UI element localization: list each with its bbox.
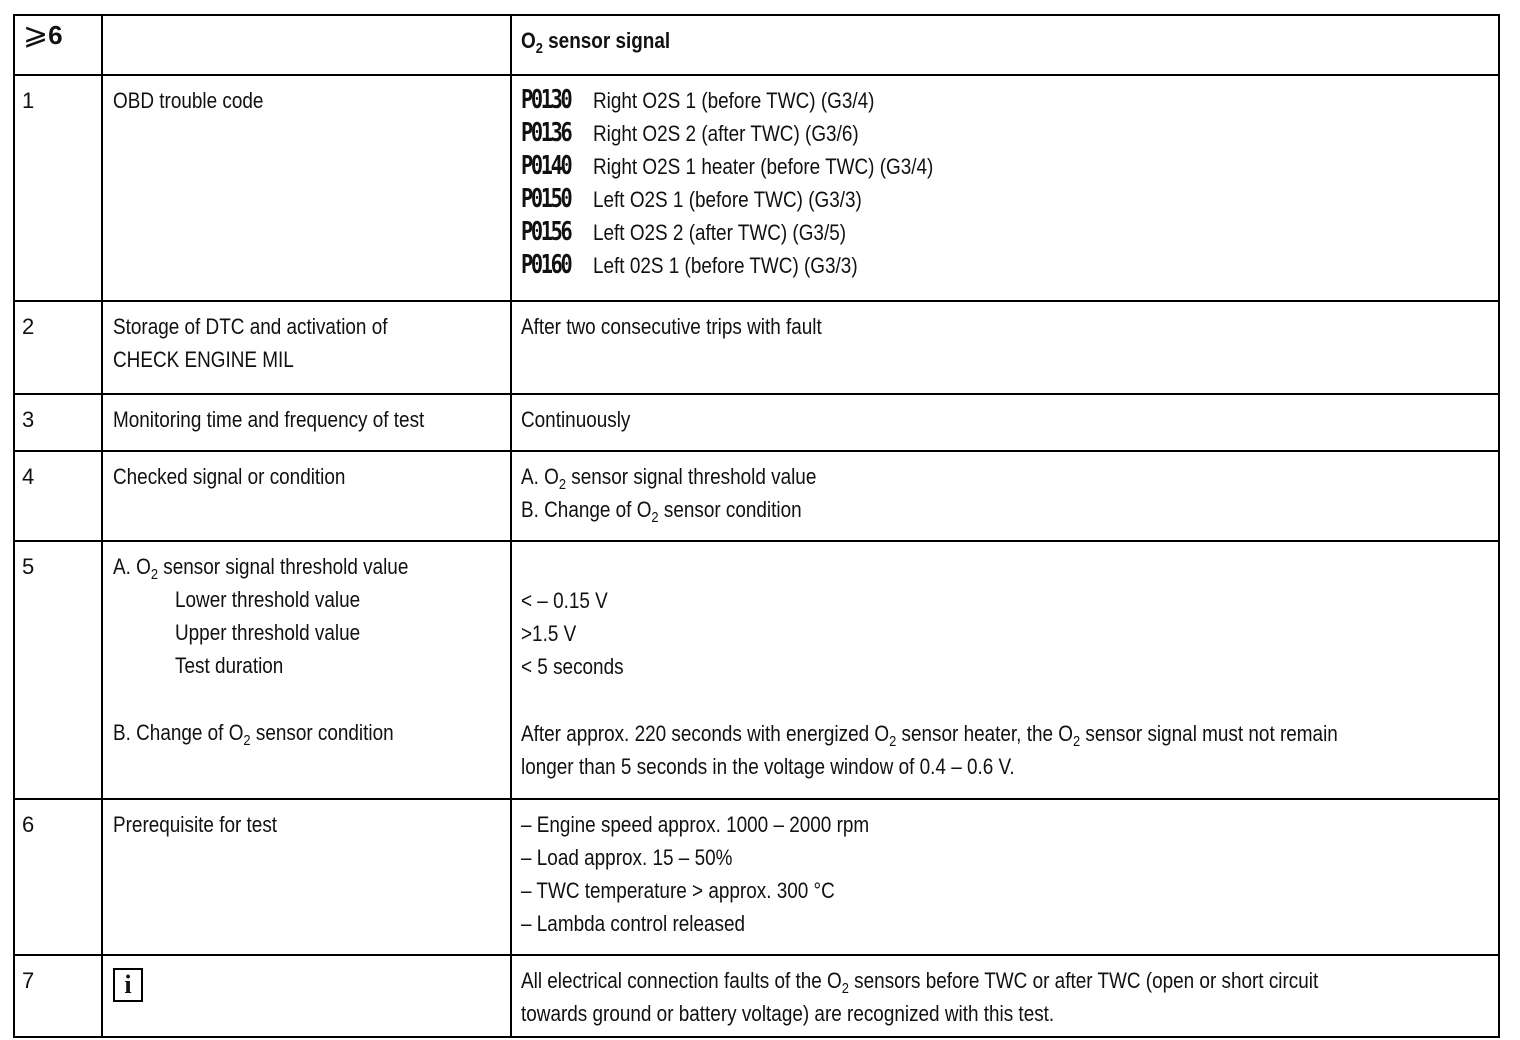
o2-sensor-spec-table [13, 14, 1500, 1038]
step-symbol: ⩾ [23, 18, 49, 51]
header-empty-cell [102, 15, 511, 75]
row-value: A. $O_2$ sensor signal threshold value B. Change of $O_2$ sensor condition [511, 451, 1499, 541]
page-title: $O_2$ sensor signal [521, 28, 671, 57]
list-item: – Load approx. 15 – 50% [521, 845, 733, 870]
row-value [511, 799, 1499, 955]
dtc-entry: P0150 Left O2S 1 (before TWC) (G3/3) [521, 184, 862, 214]
dtc-entry: P0136 Right O2S 2 (after TWC) (G3/6) [521, 118, 859, 148]
row-number: 5 [14, 541, 102, 799]
row-value: Continuously [511, 394, 1499, 451]
table-row [14, 541, 1499, 799]
table-row [14, 955, 1499, 1037]
row-number: 1 [14, 75, 102, 301]
header-row [14, 15, 1499, 75]
row-label: Checked signal or condition [102, 451, 511, 541]
row-number: 3 [14, 394, 102, 451]
step-number: 6 [48, 20, 63, 50]
row-value: < – 0.15 V >1.5 V < 5 seconds After approx. 220 seconds with energized $O_2$ sensor heater, the $O_2$ sensor signal must not remain longer than 5 seconds in the voltage window of 0.4 – 0.6 V. [511, 541, 1499, 799]
list-item: – Engine speed approx. 1000 – 2000 rpm [521, 812, 870, 837]
row-label: Prerequisite for test [102, 799, 511, 955]
row-number: 6 [14, 799, 102, 955]
row-number: 7 [14, 955, 102, 1037]
row-number: 2 [14, 301, 102, 394]
row-label: Storage of DTC and activation of CHECK ENGINE MIL [102, 301, 511, 394]
row-number: 4 [14, 451, 102, 541]
row-label: A. $O_2$ sensor signal threshold value Lower threshold value Upper threshold value Test duration B. Change of $O_2$ sensor condition [102, 541, 511, 799]
row-value: After two consecutive trips with fault [511, 301, 1499, 394]
list-item: – Lambda control released [521, 911, 746, 936]
row-label [102, 955, 511, 1037]
row-value: All electrical connection faults of the $O_2$ sensors before TWC or after TWC (open or short circuit towards ground or battery voltage) are recognized with this test. [511, 955, 1499, 1037]
row-value [511, 75, 1499, 301]
dtc-entry: P0130 Right O2S 1 (before TWC) (G3/4) [521, 85, 875, 115]
step-cell [14, 15, 102, 75]
list-item: – TWC temperature > approx. 300 °C [521, 878, 835, 903]
table-row [14, 394, 1499, 451]
row-label: Monitoring time and frequency of test [102, 394, 511, 451]
dtc-entry: P0140 Right O2S 1 heater (before TWC) (G3/4) [521, 151, 934, 181]
row-label: OBD trouble code [102, 75, 511, 301]
table-row [14, 799, 1499, 955]
table-row [14, 75, 1499, 301]
info-icon: i [113, 968, 143, 1002]
dtc-entry: P0160 Left 02S 1 (before TWC) (G3/3) [521, 250, 858, 280]
table-row [14, 301, 1499, 394]
table-row [14, 451, 1499, 541]
dtc-entry: P0156 Left O2S 2 (after TWC) (G3/5) [521, 217, 847, 247]
title-cell [511, 15, 1499, 75]
